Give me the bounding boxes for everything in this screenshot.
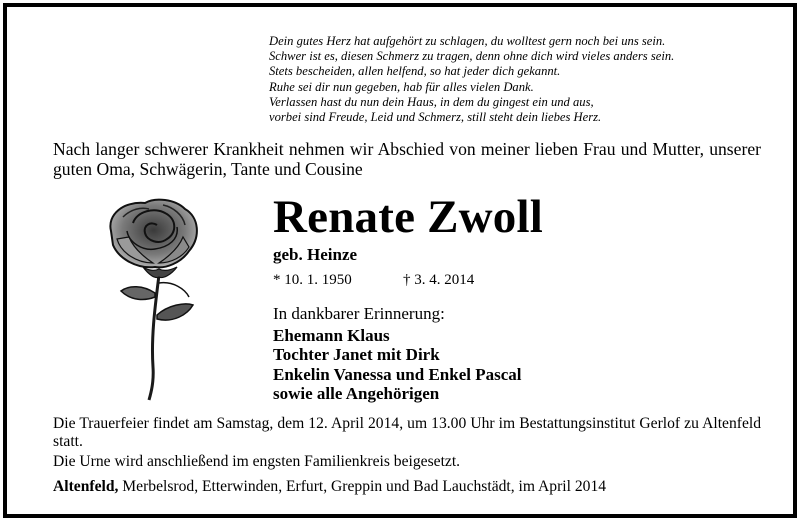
places-bold: Altenfeld,	[53, 478, 119, 495]
life-dates	[273, 271, 475, 289]
poem-line: Schwer ist es, diesen Schmerz zu tragen, denn ohne dich wird vieles anders sein.	[269, 49, 675, 64]
thanks-heading: In dankbarer Erinnerung:	[273, 304, 445, 323]
poem-line: Verlassen hast du nun dein Haus, in dem du gingest ein und aus,	[269, 94, 594, 109]
poem-line: Dein gutes Herz hat aufgehört zu schlagen, du wolltest gern noch bei uns sein.	[269, 34, 666, 48]
funeral-info: Die Trauerfeier findet am Samstag, dem 12. April 2014, um 13.00 Uhr im Bestattungsinstitut Gerlof zu Altenfeld statt.	[53, 415, 761, 450]
urn-info: Die Urne wird anschließend im engsten Familienkreis beigesetzt.	[53, 453, 461, 470]
places-line	[53, 478, 606, 496]
death-date: † 3. 4. 2014	[403, 272, 475, 288]
obituary-frame	[3, 3, 797, 518]
poem-line: Ruhe sei dir nun gegeben, hab für alles vielen Dank.	[269, 79, 534, 94]
mourner: Tochter Janet mit Dirk	[273, 345, 440, 365]
intro-text: Nach langer schwerer Krankheit nehmen wir Abschied von meiner lieben Frau und Mutter, unserer guten Oma, Schwägerin, Tante und Cousine	[53, 139, 761, 179]
rose-icon	[93, 197, 223, 402]
poem-line: Stets bescheiden, allen helfend, so hat jeder dich gekannt.	[269, 64, 561, 79]
mourner: Enkelin Vanessa und Enkel Pascal	[273, 364, 522, 384]
deceased-name: Renate Zwoll	[273, 191, 544, 243]
poem-line: vorbei sind Freude, Leid und Schmerz, still steht dein liebes Herz.	[269, 110, 602, 125]
mourner: sowie alle Angehörigen	[273, 384, 440, 404]
birth-date: * 10. 1. 1950	[273, 272, 352, 288]
maiden-name: geb. Heinze	[273, 245, 358, 264]
mourner: Ehemann Klaus	[273, 326, 390, 345]
places-rest: Merbelsrod, Etterwinden, Erfurt, Greppin und Bad Lauchstädt, im April 2014	[118, 478, 607, 495]
poem	[269, 34, 674, 125]
mourners-list	[273, 326, 521, 404]
